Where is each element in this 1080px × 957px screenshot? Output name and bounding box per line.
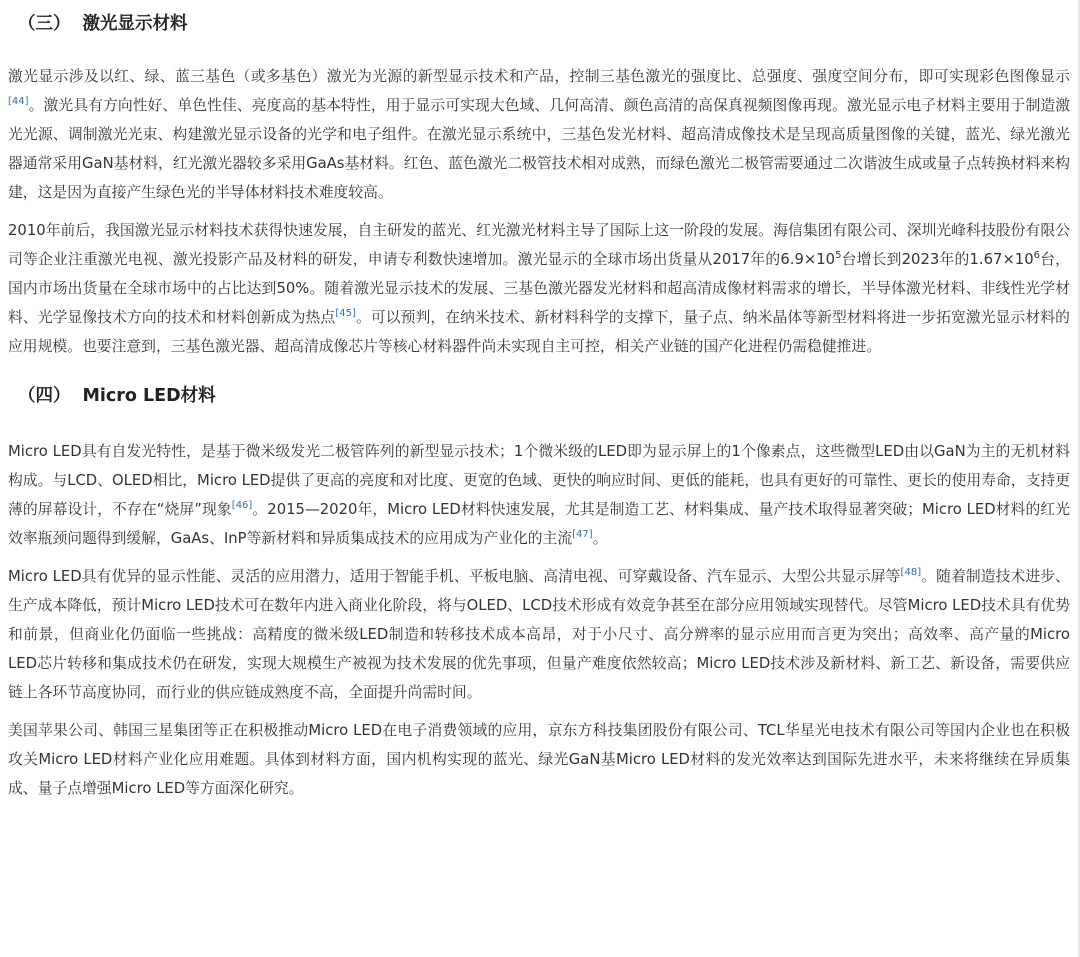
citation-number: 44 <box>11 96 25 108</box>
paragraph-laser-intro <box>8 62 1070 207</box>
citation-ref-45[interactable]: [45] <box>335 308 356 320</box>
citation-ref-46[interactable]: [46] <box>231 500 253 512</box>
paragraph-text: 2010年前后，我国激光显示材料技术获得快速发展，自主研发的蓝光、红光激光材料主导了国际上这一阶段的发展。海信集团有限公司、深圳光峰科技股份有限公司等企业注重激光电视、激光投影产品及材料的研发，申请专利数快速增加。激光显示的全球市场出货量从2017年的6.9×10 <box>8 222 1070 268</box>
paragraph-text: 台增长到2023年的1.67×10 <box>841 251 1034 268</box>
paragraph-text: 。2015—2020年，Micro LED材料快速发展，尤其是制造工艺、材料集成、量产技术取得显著突破；Micro LED材料的红光效率瓶颈问题得到缓解，GaAs、InP等新材料和异质集成技术的应用成为产业化的主流 <box>8 501 1070 547</box>
paragraph-text: 。随着制造技术进步、生产成本降低，预计Micro LED技术可在数年内进入商业化阶段，将与OLED、LCD技术形成有效竞争甚至在部分应用领域实现替代。尽管Micro LED技术具有优势和前景，但商业化仍面临一些挑战：高精度的微米级LED制造和转移技术成本高昂，对于小尺寸、高分辨率的显示应用而言更为突出；高效率、高产量的Micro LED芯片转移和集成技术仍在研发，实现大规模生产被视为技术发展的优先事项，但量产难度依然较高；Micro LED技术涉及新材料、新工艺、新设备，需要供应链上各环节高度协同，而行业的供应链成熟度不高，全面提升尚需时间。 <box>8 568 1070 701</box>
section-title: Micro LED材料 <box>82 386 216 406</box>
citation-ref-44[interactable]: [44] <box>8 96 29 108</box>
paragraph-text: 。激光具有方向性好、单色性佳、亮度高的基本特性，用于显示可实现大色域、几何高清、颜色高清的高保真视频图像再现。激光显示电子材料主要用于制造激光光源、调制激光光束、构建激光显示设备的光学和电子组件。在激光显示系统中，三基色发光材料、超高清成像技术是呈现高质量图像的关键，蓝光、绿光激光器通常采用GaN基材料，红光激光器较多采用GaAs基材料。红色、蓝色激光二极管技术相对成熟，而绿色激光二极管需要通过二次谐波生成或量子点转换材料来构建，这是因为直接产生绿色光的半导体材料技术难度较高。 <box>8 97 1070 201</box>
paragraph-text: Micro LED具有自发光特性，是基于微米级发光二极管阵列的新型显示技术；1个微米级的LED即为显示屏上的1个像素点，这些微型LED由以GaN为主的无机材料构成。与LCD、OLED相比，Micro LED提供了更高的亮度和对比度、更宽的色域、更快的响应时间、更低的能耗，也具有更好的可靠性、更长的使用寿命，支持更薄的屏幕设计，不存在“烧屏”现象 <box>8 443 1070 518</box>
citation-ref-48[interactable]: [48] <box>900 567 922 579</box>
superscript-exponent: 6 <box>1033 250 1040 262</box>
paragraph-micro-led-industry <box>8 716 1070 803</box>
paragraph-laser-development <box>8 216 1070 361</box>
superscript-exponent: 5 <box>835 250 842 262</box>
section-number: （三） <box>18 14 71 34</box>
paragraph-text: 美国苹果公司、韩国三星集团等正在积极推动Micro LED在电子消费领域的应用，京东方科技集团股份有限公司、TCL华星光电技术有限公司等国内企业也在积极攻关Micro LED材料产业化应用难题。具体到材料方面，国内机构实现的蓝光、绿光GaN基Micro LED材料的发光效率达到国际先进水平，未来将继续在异质集成、量子点增强Micro LED等方面深化研究。 <box>8 722 1070 797</box>
paragraph-text: 。 <box>592 530 608 547</box>
citation-number: 47 <box>576 529 589 541</box>
paragraph-text: 激光显示涉及以红、绿、蓝三基色（或多基色）激光为光源的新型显示技术和产品，控制三基色激光的强度比、总强度、强度空间分布，即可实现彩色图像显示 <box>8 68 1070 85</box>
citation-number: 46 <box>235 500 249 512</box>
paragraph-text: 台，国内市场出货量在全球市场中的占比达到50%。随着激光显示技术的发展、三基色激光器发光材料和超高清成像材料需求的增长，半导体激光材料、非线性光学材料、光学显像技术方向的技术和材料创新成为热点 <box>8 251 1070 326</box>
paragraph-micro-led-intro <box>8 437 1070 553</box>
citation-number: 48 <box>904 567 918 579</box>
section-number: （四） <box>18 386 71 406</box>
paragraph-text: Micro LED具有优异的显示性能、灵活的应用潜力，适用于智能手机、平板电脑、高清电视、可穿戴设备、汽车显示、大型公共显示屏等 <box>8 568 901 585</box>
section-heading-micro-led <box>8 383 1070 417</box>
paragraph-micro-led-applications <box>8 562 1070 707</box>
citation-ref-47[interactable]: [47] <box>572 529 593 541</box>
paragraph-text: 。可以预判，在纳米技术、新材料科学的支撑下，量子点、纳米晶体等新型材料将进一步拓宽激光显示材料的应用规模。也要注意到，三基色激光器、超高清成像芯片等核心材料器件尚未实现自主可控，相关产业链的国产化进程仍需稳健推进。 <box>8 309 1070 355</box>
section-title: 激光显示材料 <box>82 14 188 34</box>
citation-number: 45 <box>339 308 352 320</box>
section-heading-laser-display <box>8 0 1070 44</box>
